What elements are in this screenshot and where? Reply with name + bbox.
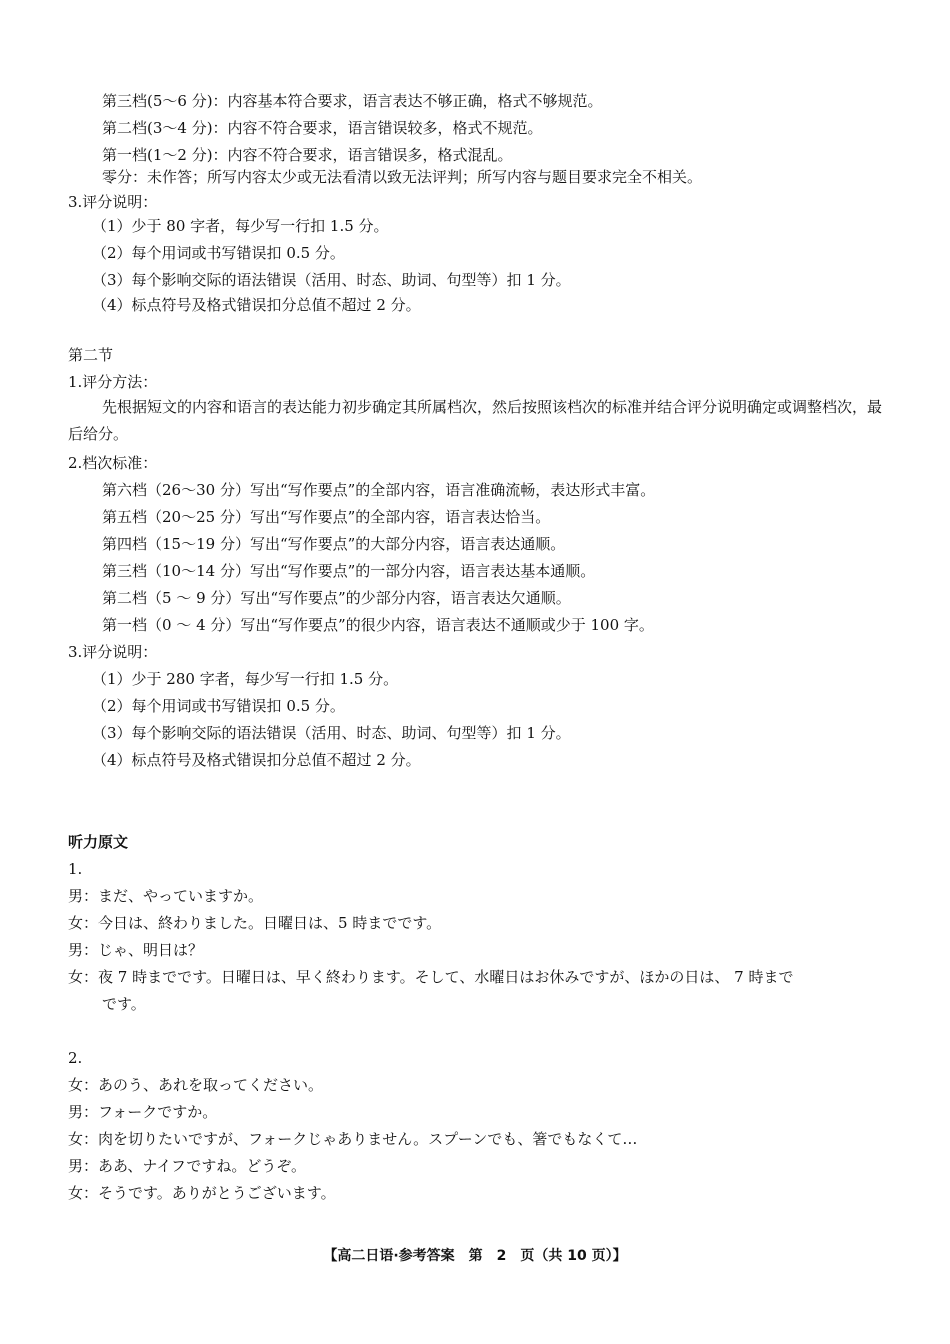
section2-grade-6: 第六档（26～30 分）写出“写作要点”的全部内容，语言准确流畅，表达形式丰富。	[102, 481, 656, 499]
listening-q1-line-3: 男：じゃ、明日は？	[68, 941, 204, 959]
section1-notes-heading: 3.评分说明：	[68, 193, 158, 211]
section2-note-1: （1）少于 280 字者，每少写一行扣 1.5 分。	[92, 670, 399, 688]
section2-method-text: 先根据短文的内容和语言的表达能力初步确定其所属档次，然后按照该档次的标准并结合评分说明确定或调整档次，最后给分。	[68, 398, 883, 443]
listening-title: 听力原文	[68, 833, 129, 851]
listening-q1-number: 1.	[68, 860, 83, 878]
section2-grades-heading: 2.档次标准：	[68, 454, 158, 472]
page-footer: 【高二日语·参考答案 第 2 页（共 10 页）】	[323, 1248, 627, 1264]
section2-method-heading: 1.评分方法：	[68, 373, 158, 391]
listening-q2-line-2: 男：フォークですか。	[68, 1103, 218, 1121]
section1-note-3: （3）每个影响交际的语法错误（活用、时态、助词、句型等）扣 1 分。	[92, 271, 571, 289]
section2-grade-1: 第一档（0 ～ 4 分）写出“写作要点”的很少内容，语言表达不通顺或少于 100 字。	[102, 616, 654, 634]
section2-grade-4: 第四档（15～19 分）写出“写作要点”的大部分内容，语言表达通顺。	[102, 535, 566, 553]
listening-q1-line-4: 女：夜 7 時までです。日曜日は、早く終わります。そして、水曜日はお休みですが、ほかの日は、 7 時まで	[68, 968, 794, 986]
section2-title: 第二节	[68, 346, 114, 364]
section2-note-3: （3）每个影响交际的语法错误（活用、时态、助词、句型等）扣 1 分。	[92, 724, 571, 742]
listening-q2-line-3: 女：肉を切りたいですが、フォークじゃありません。スプーンでも、箸でもなくて…	[68, 1130, 638, 1148]
section1-grade0: 零分：未作答；所写内容太少或无法看清以致无法评判；所写内容与题目要求完全不相关。	[102, 168, 703, 186]
listening-q2-line-1: 女：あのう、あれを取ってください。	[68, 1076, 324, 1094]
listening-q2-line-5: 女：そうです。ありがとうございます。	[68, 1184, 336, 1202]
section1-note-2: （2）每个用词或书写错误扣 0.5 分。	[92, 244, 345, 262]
section1-grade2: 第二档(3～4 分)：内容不符合要求，语言错误较多，格式不规范。	[102, 119, 543, 137]
section2-grade-5: 第五档（20～25 分）写出“写作要点”的全部内容，语言表达恰当。	[102, 508, 551, 526]
section1-note-1: （1）少于 80 字者，每少写一行扣 1.5 分。	[92, 217, 389, 235]
section1-grade3: 第三档(5～6 分)：内容基本符合要求，语言表达不够正确，格式不够规范。	[102, 92, 603, 110]
listening-q1-line-5: です。	[102, 995, 146, 1013]
section2-grade-3: 第三档（10～14 分）写出“写作要点”的一部分内容，语言表达基本通顺。	[102, 562, 596, 580]
section2-grade-2: 第二档（5 ～ 9 分）写出“写作要点”的少部分内容，语言表达欠通顺。	[102, 589, 571, 607]
listening-q1-line-1: 男：まだ、やっていますか。	[68, 887, 264, 905]
listening-q2-number: 2.	[68, 1049, 83, 1067]
section2-note-2: （2）每个用词或书写错误扣 0.5 分。	[92, 697, 345, 715]
listening-q1-line-2: 女：今日は、終わりました。日曜日は、5 時までです。	[68, 914, 442, 932]
section2-notes-heading: 3.评分说明：	[68, 643, 158, 661]
section2-note-4: （4）标点符号及格式错误扣分总值不超过 2 分。	[92, 751, 421, 769]
section1-grade1: 第一档(1～2 分)：内容不符合要求，语言错误多，格式混乱。	[102, 146, 513, 164]
section1-note-4: （4）标点符号及格式错误扣分总值不超过 2 分。	[92, 296, 421, 314]
listening-q2-line-4: 男：ああ、ナイフですね。どうぞ。	[68, 1157, 307, 1175]
